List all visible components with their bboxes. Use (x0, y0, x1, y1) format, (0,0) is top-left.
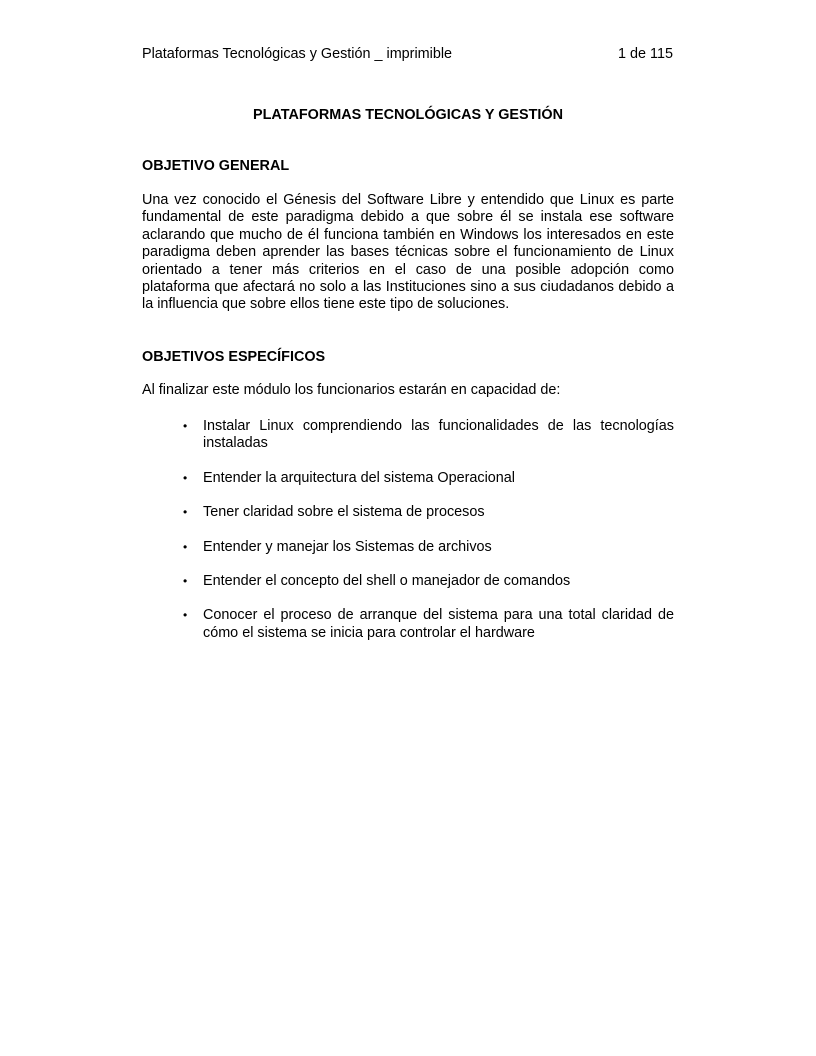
list-item (142, 504, 674, 521)
list-item (142, 607, 674, 642)
header-title: Plataformas Tecnológicas y Gestión _ imprimible (142, 46, 453, 62)
list-item-text: Entender el concepto del shell o manejador de comandos (203, 573, 571, 590)
document-title: PLATAFORMAS TECNOLÓGICAS Y GESTIÓN (253, 107, 563, 123)
list-item (142, 539, 674, 556)
section-heading-objetivos-especificos: OBJETIVOS ESPECÍFICOS (142, 349, 326, 365)
page-number: 1 de 115 (618, 46, 673, 62)
list-item-text: Entender y manejar los Sistemas de archivos (203, 538, 492, 555)
list-item (142, 573, 674, 590)
bullet-icon: • (183, 574, 188, 589)
objetivo-general-paragraph: Una vez conocido el Génesis del Software Libre y entendido que Linux es parte fundamental de este paradigma debido a que sobre él se instala ese software aclarando que mucho de él funciona también en Windows los interesados en este paradigma deben aprender las bases técnicas sobre el funcionamiento de Linux orientado a tener más criterios en el caso de una posible adopción como plataforma que afectará no solo a las Instituciones sino a sus ciudadanos debido a la influencia que sobre ellos tiene este tipo de soluciones. (142, 192, 674, 313)
list-item-text: Entender la arquitectura del sistema Operacional (203, 469, 515, 486)
list-item (142, 418, 674, 453)
section-heading-objetivo-general: OBJETIVO GENERAL (142, 158, 290, 174)
list-item-text: Tener claridad sobre el sistema de procesos (203, 504, 485, 521)
bullet-icon: • (183, 608, 188, 623)
list-item-text: Instalar Linux comprendiendo las funcionalidades de las tecnologías instaladas (203, 418, 674, 452)
bullet-icon: • (183, 505, 188, 520)
bullet-icon: • (183, 470, 188, 485)
objetivos-list (142, 418, 674, 659)
bullet-icon: • (183, 419, 188, 433)
objetivos-intro-paragraph: Al finalizar este módulo los funcionarios estarán en capacidad de: (142, 382, 561, 398)
bullet-icon: • (183, 539, 188, 554)
list-item (142, 470, 674, 487)
list-item-text: Conocer el proceso de arranque del sistema para una total claridad de cómo el sistema se inicia para controlar el hardware (203, 607, 674, 641)
